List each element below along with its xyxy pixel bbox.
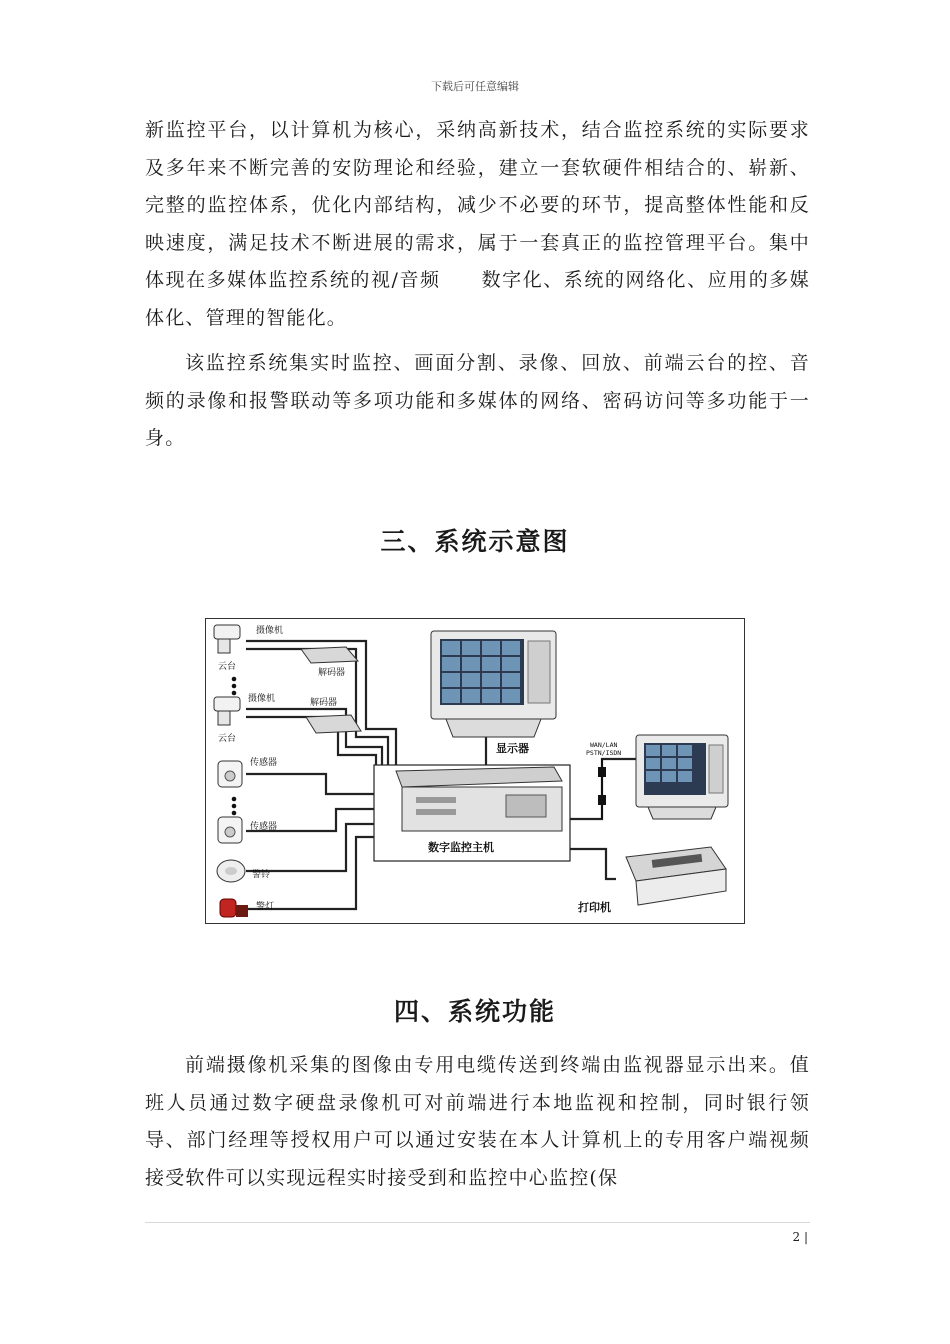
- sensor-2-device: [218, 817, 242, 843]
- alarm-lamp-device: [220, 899, 248, 917]
- ellipsis-dots-cameras: [232, 677, 237, 696]
- label-monitor: 显示器: [496, 742, 529, 755]
- label-host: 数字监控主机: [428, 841, 494, 854]
- label-network-line2: PSTN/ISDN: [586, 749, 622, 757]
- label-network-line1: WAN/LAN: [590, 741, 618, 749]
- header-note: 下载后可任意编辑: [431, 80, 519, 93]
- label-decoder-1: 解码器: [318, 668, 346, 678]
- heading-system-diagram: 三、系统示意图: [380, 527, 570, 556]
- label-pantilt-1: 云台: [218, 662, 237, 672]
- footer-divider: [145, 1222, 810, 1223]
- page-number: 2 |: [792, 1230, 808, 1244]
- label-pantilt-2: 云台: [218, 734, 237, 744]
- paragraph-functions: 前端摄像机采集的图像由专用电缆传送到终端由监视器显示出来。值班人员通过数字硬盘录像机可对前端进行本地监视和控制，同时银行领导、部门经理等授权用户可以通过安装在本人计算机上的专用客户端视频接受软件可以实现远程实时接受到和监控中心监控(保: [145, 1054, 810, 1189]
- decoder-2-device: [306, 715, 361, 733]
- camera-1-device: [214, 625, 240, 653]
- label-sensor-2: 传感器: [250, 822, 278, 832]
- label-camera-2: 摄像机: [248, 694, 276, 704]
- label-lamp: 警灯: [256, 902, 275, 912]
- label-camera-1: 摄像机: [256, 626, 284, 636]
- network-connectors: [598, 759, 606, 819]
- system-diagram-figure: [205, 618, 745, 924]
- paragraph-intro: 新监控平台，以计算机为核心，采纳高新技术，结合监控系统的实际要求及多年来不断完善的安防理论和经验，建立一套软硬件相结合的、崭新、完整的监控体系，优化内部结构，减少不必要的环节，提高整体性能和反映速度，满足技术不断进展的需求，属于一套真正的监控管理平台。集中体现在多媒体监控系统的视/音频 数字化、系统的网络化、应用的多媒体化、管理的智能化。: [145, 119, 810, 329]
- remote-monitor-device: [636, 735, 728, 819]
- ellipsis-dots-sensors: [232, 797, 237, 816]
- alarm-bell-device: [217, 860, 245, 882]
- sensor-1-device: [218, 761, 242, 787]
- label-sensor-1: 传感器: [250, 758, 278, 768]
- main-monitor-device: [431, 631, 556, 737]
- heading-system-functions: 四、系统功能: [393, 997, 556, 1026]
- printer-device: [626, 847, 726, 905]
- label-printer: 打印机: [578, 901, 611, 914]
- system-diagram-svg: [206, 619, 746, 925]
- paragraph-features: 该监控系统集实时监控、画面分割、录像、回放、前端云台的控、音频的录像和报警联动等多项功能和多媒体的网络、密码访问等多功能于一身。: [145, 352, 810, 449]
- camera-2-device: [214, 697, 240, 725]
- label-decoder-2: 解码器: [310, 698, 338, 708]
- label-bell: 警铃: [252, 870, 271, 880]
